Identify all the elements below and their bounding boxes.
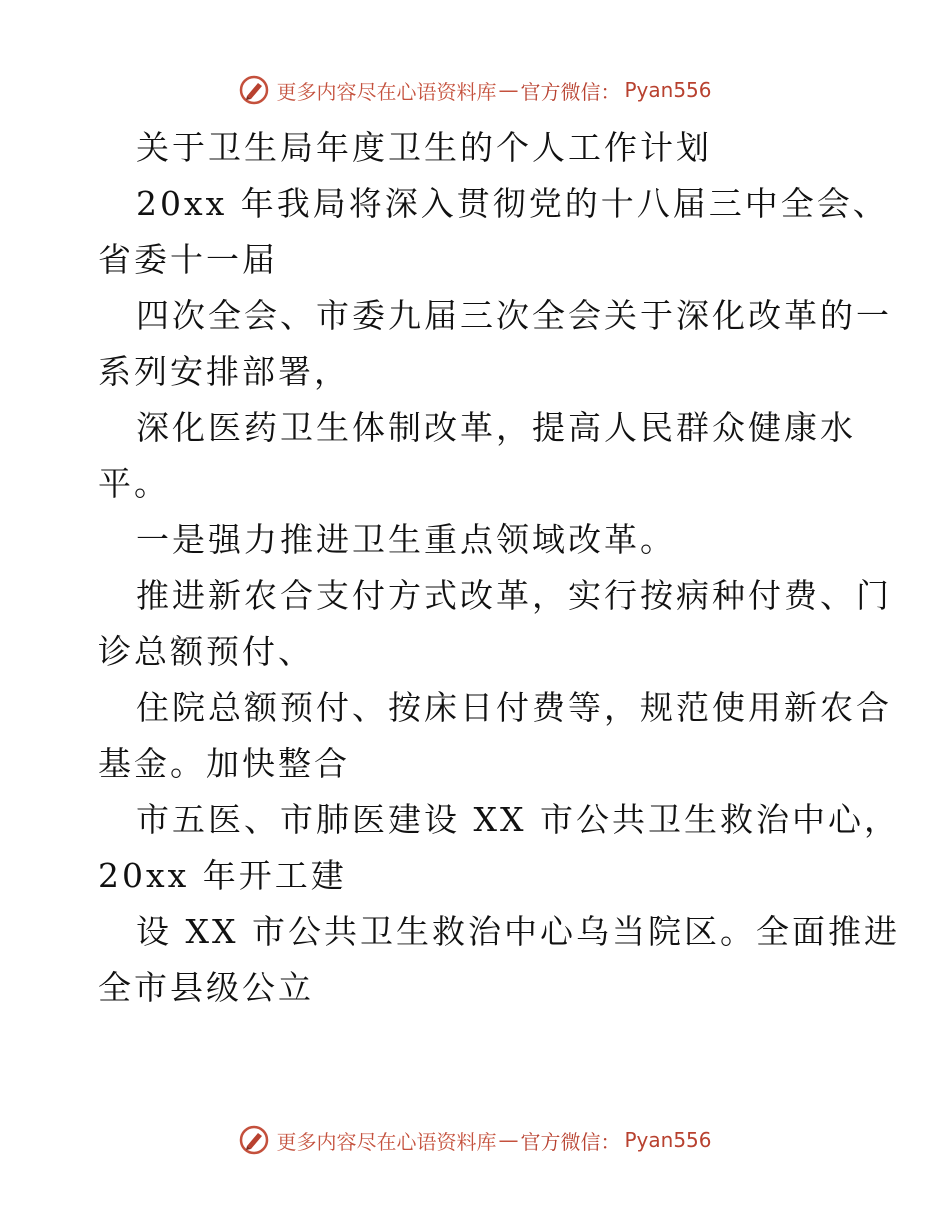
header-separator: — (498, 78, 519, 102)
text-line: 住院总额预付、按床日付费等，规范使用新农合 (136, 688, 892, 727)
text-line: 深化医药卫生体制改革，提高人民群众健康水 (136, 408, 856, 447)
header-slogan: 更多内容尽在心语资料库 (276, 79, 497, 104)
header-wechat-label: 官方微信： (520, 79, 621, 104)
pen-logo-icon (238, 74, 270, 106)
text-line: 省委十一届 (98, 240, 278, 279)
text-line: 20xx 年我局将深入贯彻党的十八届三中全会、 (136, 184, 889, 223)
footer-wechat-label: 官方微信： (520, 1129, 621, 1154)
text-line: 诊总额预付、 (98, 632, 314, 671)
footer-separator: — (498, 1128, 519, 1152)
text-line: 基金。加快整合 (98, 744, 350, 783)
text-line: 平。 (98, 464, 170, 503)
header-wechat-id: Pyan556 (624, 78, 712, 102)
text-line: 系列安排部署， (98, 352, 350, 391)
text-line: 四次全会、市委九届三次全会关于深化改革的一 (136, 296, 892, 335)
footer-banner (0, 1120, 950, 1160)
text-line: 推进新农合支付方式改革，实行按病种付费、门 (136, 576, 892, 615)
text-line: 20xx 年开工建 (98, 856, 347, 895)
text-line: 全市县级公立 (98, 968, 314, 1007)
text-line: 一是强力推进卫生重点领域改革。 (136, 520, 676, 559)
document-title: 关于卫生局年度卫生的个人工作计划 (136, 128, 712, 167)
footer-wechat-id: Pyan556 (624, 1128, 712, 1152)
text-line: 设 XX 市公共卫生救治中心乌当院区。全面推进 (136, 912, 900, 951)
pen-logo-icon (238, 1124, 270, 1156)
document-body (98, 120, 900, 1016)
text-line: 市五医、市肺医建设 XX 市公共卫生救治中心， (136, 800, 900, 839)
footer-slogan: 更多内容尽在心语资料库 (276, 1129, 497, 1154)
header-banner (0, 70, 950, 110)
